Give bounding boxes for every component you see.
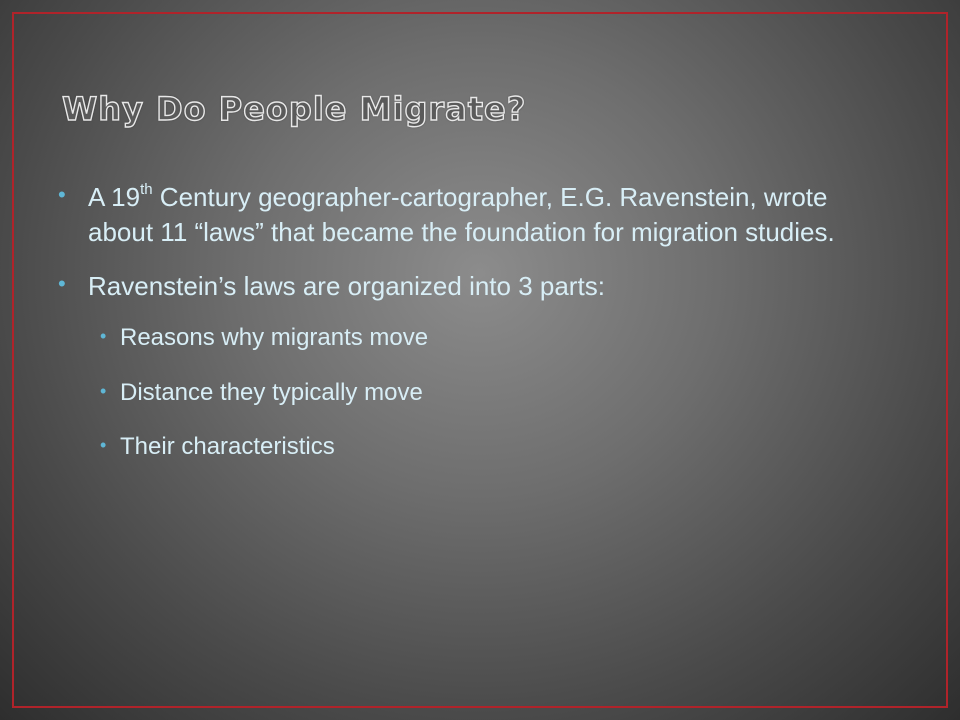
sub-bullet-text: Their characteristics bbox=[120, 433, 335, 461]
sub-bullet-item bbox=[86, 377, 848, 410]
bullet-item bbox=[58, 269, 848, 304]
bullet-text bbox=[88, 182, 835, 247]
bullet-dot: • bbox=[58, 270, 66, 296]
sub-bullet-item bbox=[86, 431, 848, 464]
superscript: th bbox=[140, 181, 153, 199]
sub-bullet-dot: • bbox=[100, 326, 107, 347]
bullet-text-part: Century geographer-cartographer, E.G. Ravenstein, wrote about 11 “laws” that became the foundation for migration studies. bbox=[88, 182, 835, 248]
sub-bullet-item bbox=[86, 322, 848, 355]
sub-bullet-text: Distance they typically move bbox=[120, 378, 423, 406]
bullet-dot: • bbox=[58, 182, 66, 207]
slide-body bbox=[58, 180, 848, 486]
sub-bullet-dot: • bbox=[100, 435, 107, 456]
sub-bullet-dot: • bbox=[100, 380, 107, 401]
bullet-item bbox=[58, 180, 848, 251]
slide-title: Why Do People Migrate? bbox=[62, 90, 527, 128]
sub-bullet-text: Reasons why migrants move bbox=[120, 324, 429, 352]
bullet-text: Ravenstein’s laws are organized into 3 parts: bbox=[88, 270, 605, 301]
bullet-text-part: A 19 bbox=[88, 182, 141, 212]
